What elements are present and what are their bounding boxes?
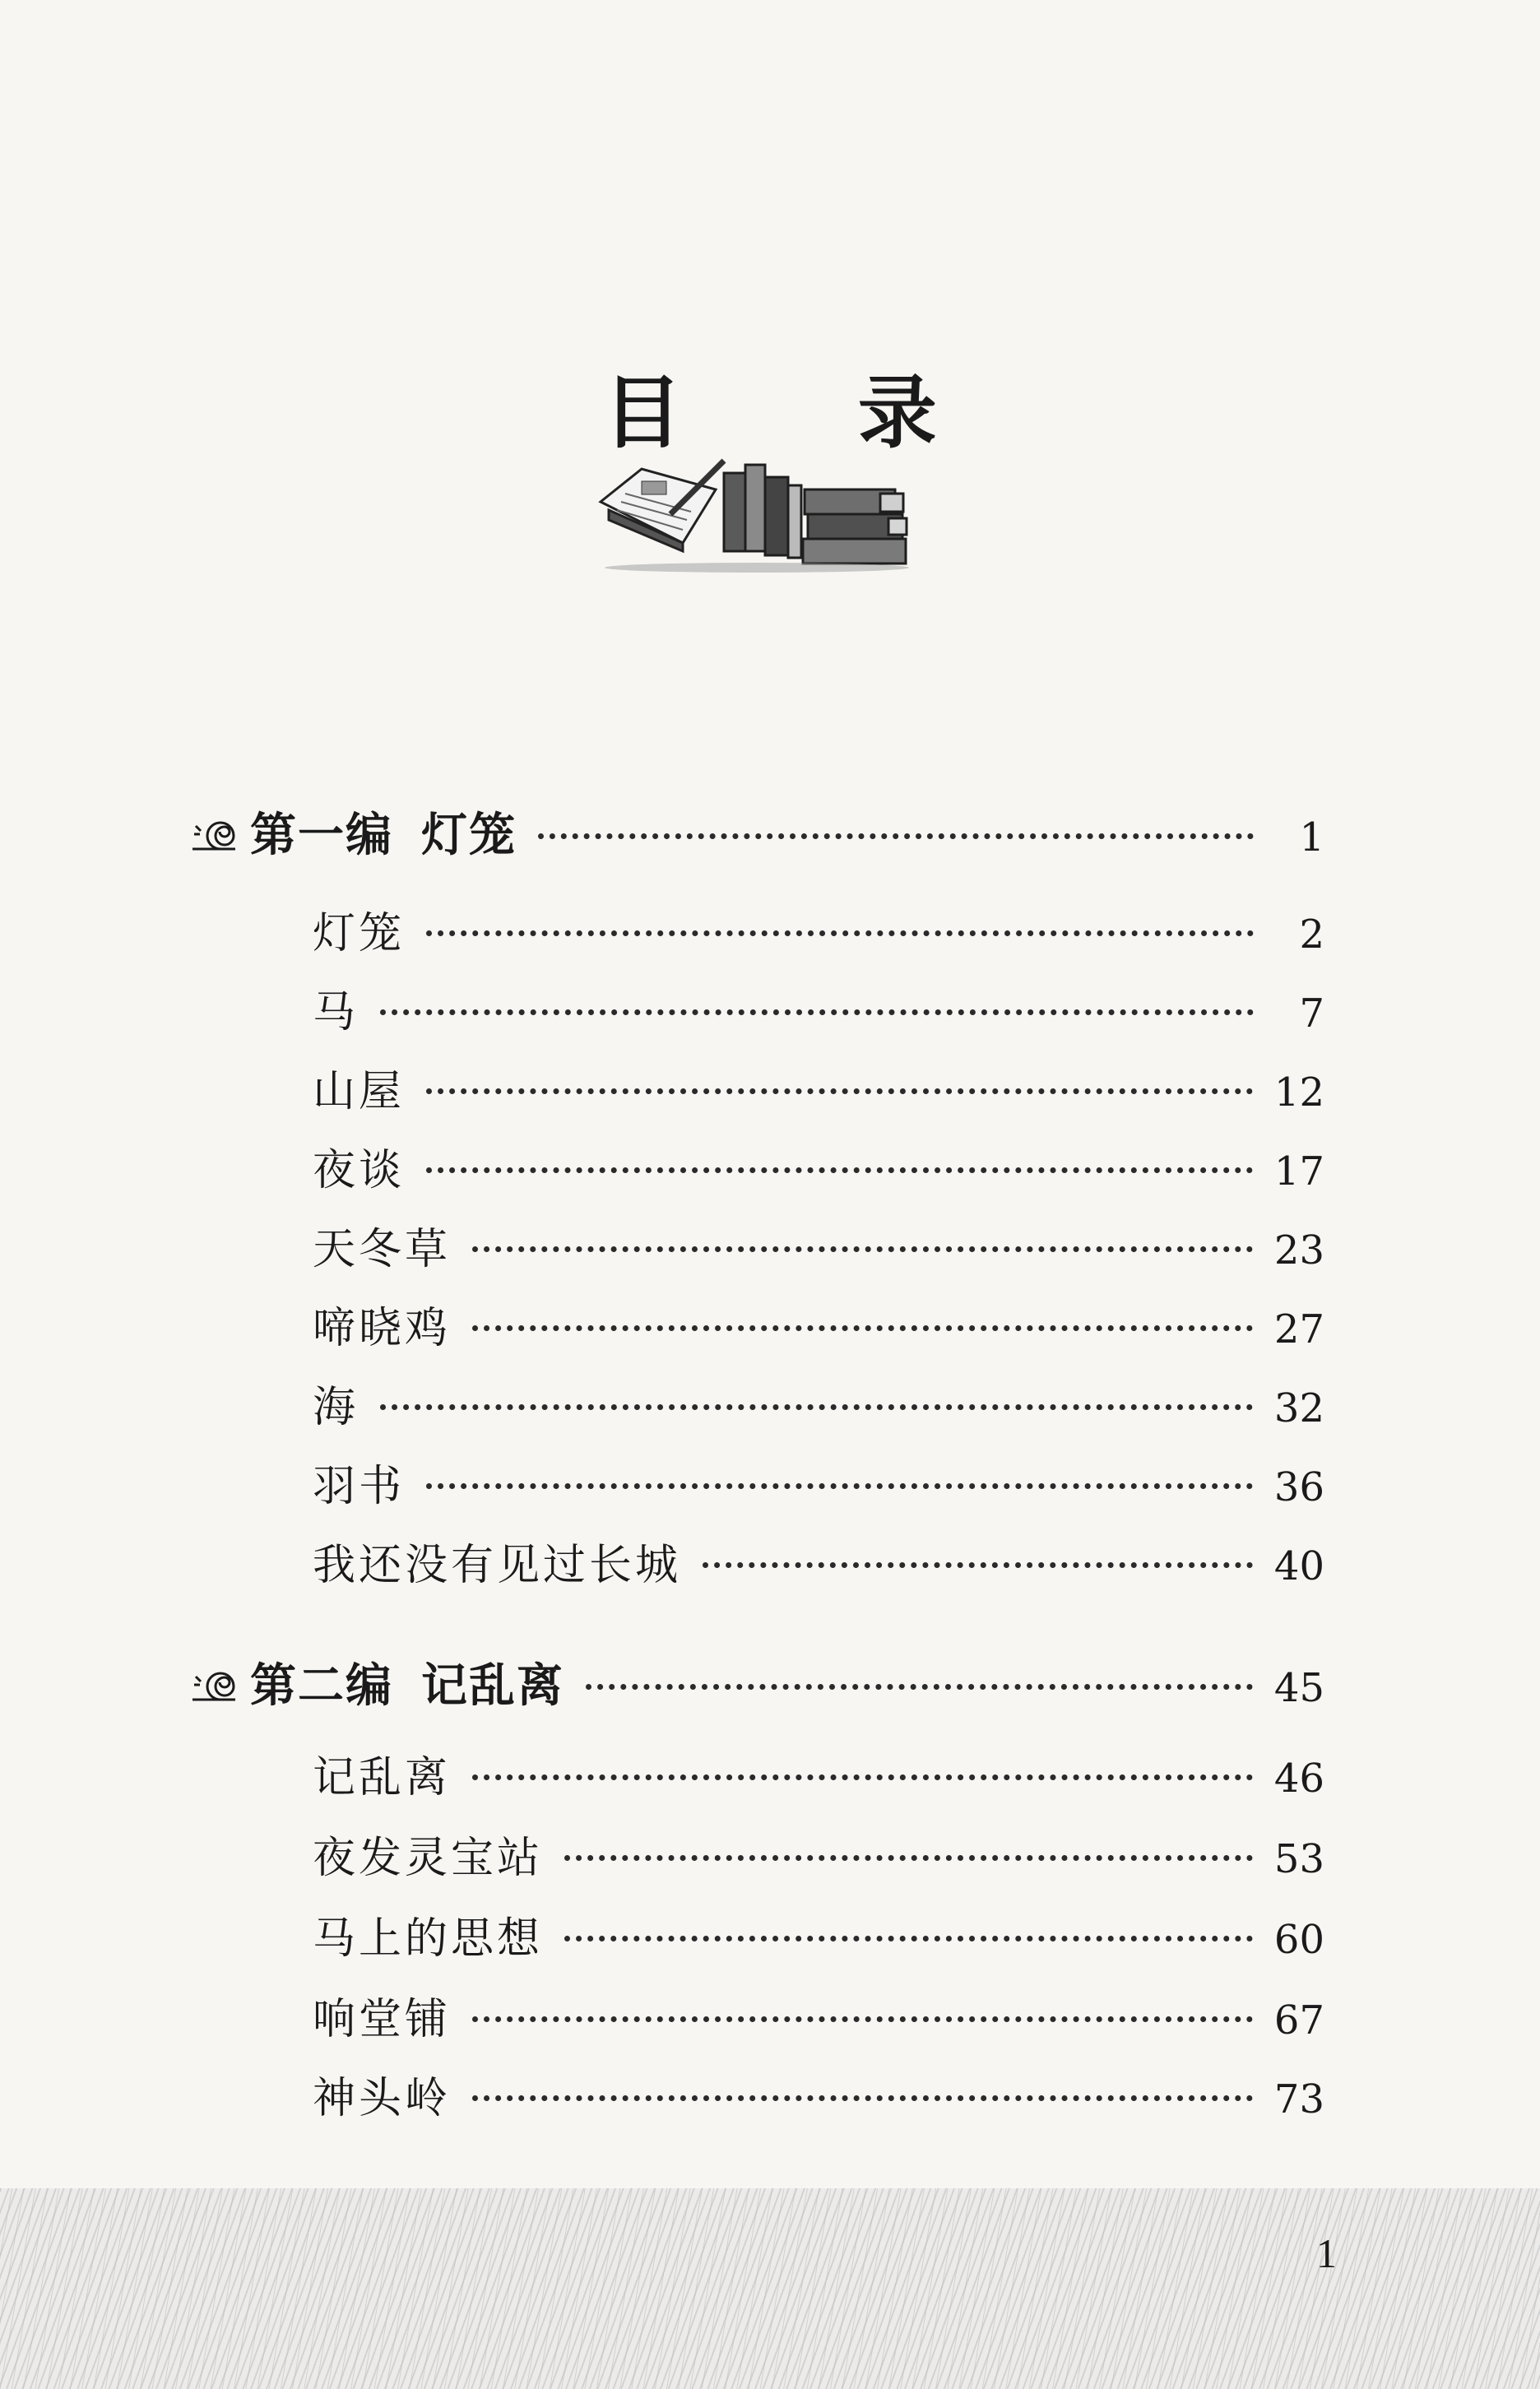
section-page-number: 45 — [1273, 1665, 1324, 1711]
entry-title: 响堂铺 — [313, 1995, 452, 2044]
dot-leader — [472, 2016, 1253, 2022]
toc-section-1[interactable] — [189, 806, 1324, 864]
dot-leader — [472, 1774, 1253, 1780]
snail-swirl-icon — [189, 814, 239, 856]
entry-page-number: 60 — [1273, 1917, 1324, 1963]
toc-entry[interactable] — [313, 905, 1324, 963]
entry-page-number: 2 — [1299, 912, 1324, 958]
section-title: 第二编 记乱离 — [189, 1657, 564, 1714]
entry-page-number: 12 — [1273, 1069, 1324, 1116]
toc-entry[interactable] — [313, 1379, 1324, 1436]
toc-entry[interactable] — [313, 1830, 1324, 1887]
entry-title: 夜发灵宝站 — [313, 1834, 544, 1883]
dot-leader — [426, 1483, 1253, 1489]
entry-page-number: 23 — [1273, 1227, 1324, 1273]
dot-leader — [472, 1246, 1253, 1252]
entry-page-number: 67 — [1273, 1997, 1324, 2043]
entry-title: 神头岭 — [313, 2074, 452, 2123]
toc-section-2[interactable] — [189, 1657, 1324, 1714]
entry-title: 羽书 — [313, 1462, 406, 1511]
entry-title: 山屋 — [313, 1067, 406, 1116]
entry-title: 我还没有见过长城 — [313, 1541, 682, 1590]
toc-entry[interactable] — [313, 1221, 1324, 1278]
entry-title: 马 — [313, 988, 359, 1037]
entry-page-number: 46 — [1273, 1756, 1324, 1802]
toc-entry[interactable] — [313, 984, 1324, 1041]
entry-page-number: 73 — [1273, 2076, 1324, 2122]
entry-title: 灯笼 — [313, 909, 406, 958]
entry-title: 天冬草 — [313, 1225, 452, 1274]
dot-leader — [538, 833, 1254, 839]
entry-page-number: 53 — [1273, 1836, 1324, 1882]
dot-leader — [380, 1009, 1254, 1015]
page-title: 目 录 — [603, 366, 1011, 460]
footer-texture — [0, 2188, 1540, 2389]
entry-title: 海 — [313, 1383, 359, 1432]
dot-leader — [586, 1684, 1253, 1690]
toc-entry[interactable] — [313, 1063, 1324, 1120]
toc-entry[interactable] — [313, 1749, 1324, 1807]
entry-page-number: 32 — [1273, 1385, 1324, 1431]
toc-entry[interactable] — [313, 1991, 1324, 2048]
section-page-number: 1 — [1299, 814, 1324, 861]
entry-page-number: 27 — [1273, 1306, 1324, 1352]
toc-entry[interactable] — [313, 2070, 1324, 2127]
dot-leader — [564, 1855, 1253, 1861]
snail-swirl-icon — [189, 1665, 239, 1706]
dot-leader — [472, 1325, 1253, 1331]
dot-leader — [426, 1088, 1253, 1094]
dot-leader — [380, 1404, 1253, 1410]
toc-entry[interactable] — [313, 1910, 1324, 1968]
toc-entry[interactable] — [313, 1537, 1324, 1594]
entry-title: 记乱离 — [313, 1753, 452, 1802]
toc-entry[interactable] — [313, 1300, 1324, 1357]
toc-entry[interactable] — [313, 1142, 1324, 1199]
page-number: 1 — [1316, 2230, 1337, 2276]
dot-leader — [703, 1562, 1253, 1568]
entry-page-number: 7 — [1299, 990, 1324, 1037]
toc-entry[interactable] — [313, 1458, 1324, 1515]
entry-title: 啼晓鸡 — [313, 1304, 452, 1353]
dot-leader — [426, 1167, 1253, 1173]
entry-page-number: 36 — [1273, 1464, 1324, 1510]
dot-leader — [564, 1936, 1253, 1941]
section-title: 第一编 灯笼 — [189, 806, 517, 864]
entry-title: 夜谈 — [313, 1146, 406, 1195]
dot-leader — [472, 2095, 1253, 2101]
entry-title: 马上的思想 — [313, 1914, 544, 1964]
entry-page-number: 17 — [1273, 1148, 1324, 1194]
dot-leader — [426, 930, 1254, 936]
entry-page-number: 40 — [1273, 1543, 1324, 1589]
